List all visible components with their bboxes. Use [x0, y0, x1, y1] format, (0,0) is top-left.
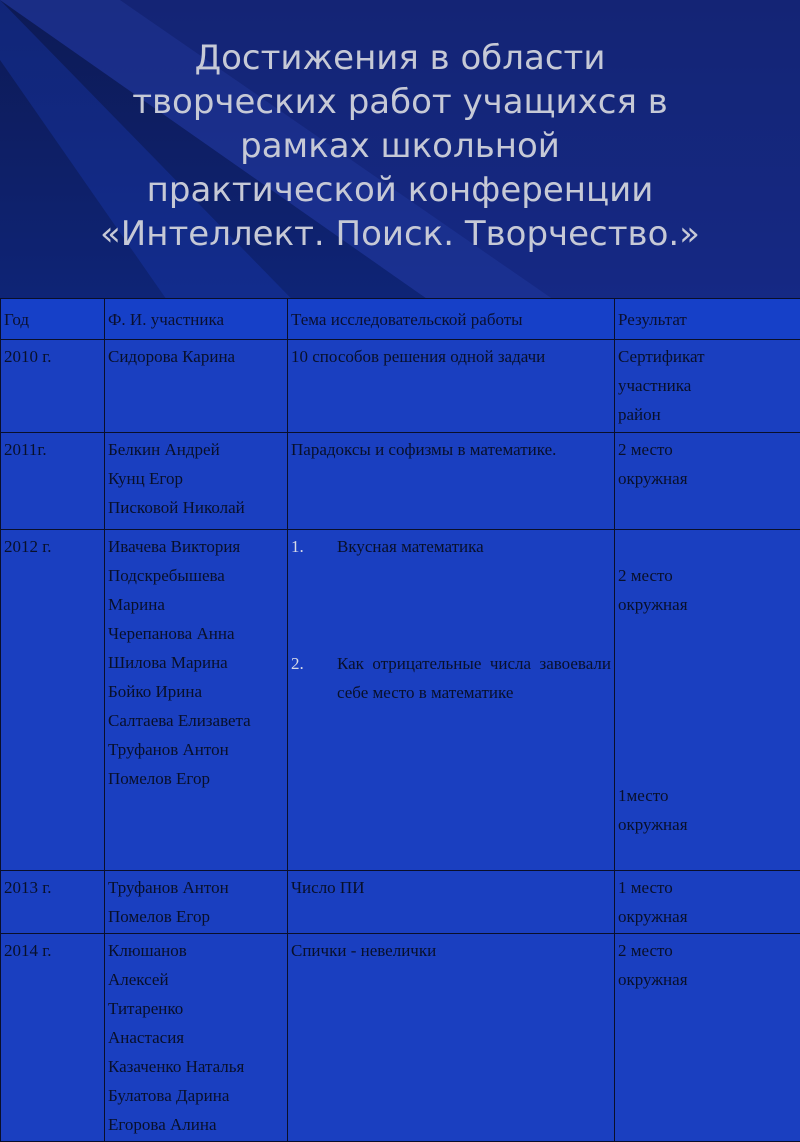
list-item [291, 649, 611, 707]
list-number: 1. [291, 532, 337, 561]
topic-text: Как отрицательные числа завоевали себе место в математике [337, 649, 611, 707]
list-number: 2. [291, 649, 337, 707]
year-cell: 2013 г. [1, 871, 105, 934]
table-row [1, 433, 800, 530]
year-cell: 2011г. [1, 433, 105, 530]
year-cell: 2012 г. [1, 530, 105, 871]
table-row [1, 530, 800, 871]
topic-cell: Число ПИ [288, 871, 615, 934]
table-row [1, 934, 800, 1142]
names-cell: Труфанов Антон Помелов Егор [105, 871, 288, 934]
result-cell: 1 место окружная [615, 871, 800, 934]
names-cell: Ивачева Виктория Подскребышева Марина Черепанова Анна Шилова Марина Бойко Ирина Салтаева Елизавета Труфанов Антон Помелов Егор [105, 530, 288, 871]
result-cell: 2 место окружная [615, 433, 800, 530]
topic-text: Вкусная математика [337, 532, 611, 561]
names-cell: Сидорова Карина [105, 340, 288, 433]
topic-list [291, 532, 611, 707]
header-result: Результат [615, 299, 800, 340]
year-cell: 2010 г. [1, 340, 105, 433]
topic-cell: Парадоксы и софизмы в математике. [288, 433, 615, 530]
result-1: 2 место окружная [618, 561, 797, 619]
result-cell [615, 530, 800, 871]
result-cell: Сертификат участника район [615, 340, 800, 433]
result-cell: 2 место окружная [615, 934, 800, 1142]
result-2: 1место окружная [618, 781, 797, 839]
table-header-row [1, 299, 800, 340]
slide-title: Достижения в области творческих работ учащихся в рамках школьной практической конференции «Интеллект. Поиск. Творчество.» [40, 36, 760, 256]
topic-cell: 10 способов решения одной задачи [288, 340, 615, 433]
achievements-table [0, 298, 800, 1142]
header-year: Год [1, 299, 105, 340]
names-cell: Клюшанов Алексей Титаренко Анастасия Казаченко Наталья Булатова Дарина Егорова Алина [105, 934, 288, 1142]
list-item [291, 532, 611, 561]
topic-cell [288, 530, 615, 871]
year-cell: 2014 г. [1, 934, 105, 1142]
names-cell: Белкин Андрей Кунц Егор Писковой Николай [105, 433, 288, 530]
header-participant: Ф. И. участника [105, 299, 288, 340]
header-topic: Тема исследовательской работы [288, 299, 615, 340]
table-row [1, 340, 800, 433]
table-row [1, 871, 800, 934]
topic-cell: Спички - невелички [288, 934, 615, 1142]
